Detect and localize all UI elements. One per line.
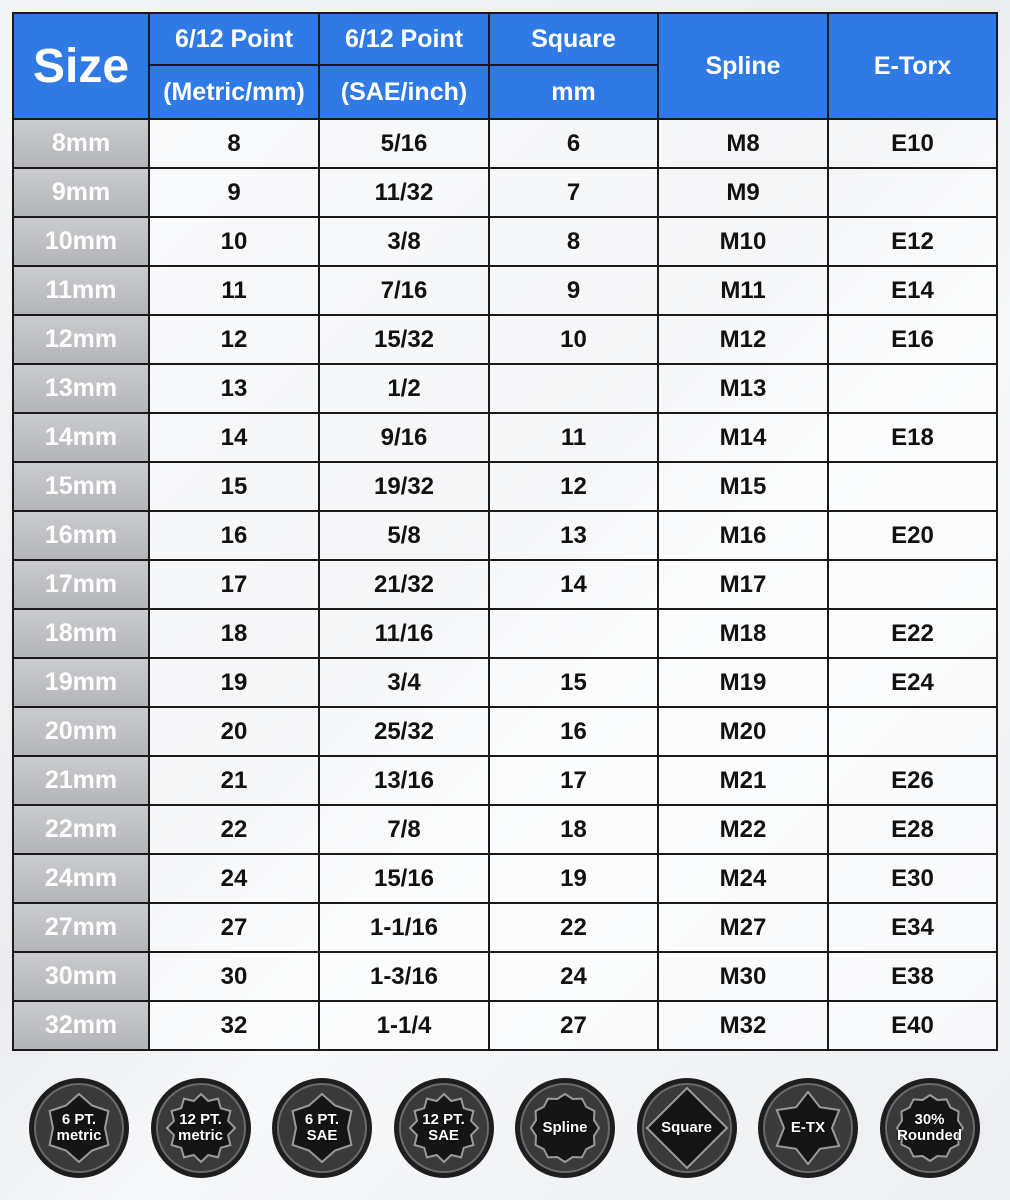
- cell-sae: 21/32: [319, 560, 489, 609]
- cell-size: 24mm: [13, 854, 149, 903]
- cell-metric: 13: [149, 364, 319, 413]
- cell-etorx: [828, 462, 997, 511]
- badge-label: [149, 1076, 253, 1180]
- cell-size: 14mm: [13, 413, 149, 462]
- cell-size: 21mm: [13, 756, 149, 805]
- header-sae-bottom: (SAE/inch): [319, 65, 489, 119]
- cell-square: 6: [489, 119, 658, 168]
- cell-spline: M32: [658, 1001, 828, 1050]
- table-row: [13, 805, 997, 854]
- badge-label: [27, 1076, 131, 1180]
- badge-label: [270, 1076, 374, 1180]
- table-row: [13, 756, 997, 805]
- socket-type-badges: [0, 1068, 1010, 1186]
- table-row: [13, 364, 997, 413]
- cell-metric: 32: [149, 1001, 319, 1050]
- cell-size: 13mm: [13, 364, 149, 413]
- badge-label-line1: 12 PT.: [179, 1111, 222, 1128]
- hex-socket-icon: [270, 1076, 374, 1180]
- cell-spline: M18: [658, 609, 828, 658]
- header-sae-top: 6/12 Point: [319, 13, 489, 65]
- badge-label-line1: 30%: [914, 1111, 945, 1128]
- cell-etorx: E24: [828, 658, 997, 707]
- cell-metric: 18: [149, 609, 319, 658]
- cell-spline: M15: [658, 462, 828, 511]
- badge-label: [635, 1076, 739, 1180]
- cell-sae: 3/4: [319, 658, 489, 707]
- cell-square: 22: [489, 903, 658, 952]
- cell-sae: 1-1/16: [319, 903, 489, 952]
- cell-sae: 13/16: [319, 756, 489, 805]
- table-row: [13, 462, 997, 511]
- header-etorx: E-Torx: [828, 13, 997, 119]
- table-row: [13, 609, 997, 658]
- table-row: [13, 658, 997, 707]
- cell-sae: 11/32: [319, 168, 489, 217]
- cell-metric: 21: [149, 756, 319, 805]
- cell-sae: 5/16: [319, 119, 489, 168]
- cell-square: 8: [489, 217, 658, 266]
- badge-label-line1: E-TX: [790, 1119, 826, 1136]
- cell-metric: 30: [149, 952, 319, 1001]
- cell-etorx: E20: [828, 511, 997, 560]
- cell-sae: 3/8: [319, 217, 489, 266]
- cell-spline: M20: [658, 707, 828, 756]
- cell-sae: 15/32: [319, 315, 489, 364]
- spline-socket-icon: [513, 1076, 617, 1180]
- badge-label: [513, 1076, 617, 1180]
- cell-square: 9: [489, 266, 658, 315]
- twelve-point-socket-icon: [149, 1076, 253, 1180]
- cell-size: 15mm: [13, 462, 149, 511]
- badge-label: [878, 1076, 982, 1180]
- cell-metric: 8: [149, 119, 319, 168]
- cell-size: 17mm: [13, 560, 149, 609]
- table-row: [13, 1001, 997, 1050]
- cell-etorx: E30: [828, 854, 997, 903]
- cell-sae: 19/32: [319, 462, 489, 511]
- cell-metric: 12: [149, 315, 319, 364]
- cell-spline: M13: [658, 364, 828, 413]
- cell-square: 17: [489, 756, 658, 805]
- cell-sae: 11/16: [319, 609, 489, 658]
- table-row: [13, 266, 997, 315]
- cell-sae: 1/2: [319, 364, 489, 413]
- cell-etorx: E22: [828, 609, 997, 658]
- badge-label-line1: 6 PT.: [304, 1111, 340, 1128]
- cell-size: 11mm: [13, 266, 149, 315]
- size-chart: [12, 12, 996, 1051]
- cell-size: 20mm: [13, 707, 149, 756]
- table-row: [13, 217, 997, 266]
- cell-metric: 10: [149, 217, 319, 266]
- cell-sae: 7/16: [319, 266, 489, 315]
- cell-square: 14: [489, 560, 658, 609]
- badge-label-line1: Spline: [542, 1119, 588, 1136]
- cell-size: 12mm: [13, 315, 149, 364]
- cell-spline: M9: [658, 168, 828, 217]
- cell-metric: 20: [149, 707, 319, 756]
- table-row: [13, 952, 997, 1001]
- cell-metric: 22: [149, 805, 319, 854]
- cell-square: [489, 609, 658, 658]
- cell-etorx: E16: [828, 315, 997, 364]
- cell-etorx: E12: [828, 217, 997, 266]
- cell-etorx: E40: [828, 1001, 997, 1050]
- hex-socket-icon: [27, 1076, 131, 1180]
- square-socket-icon: [635, 1076, 739, 1180]
- cell-sae: 1-3/16: [319, 952, 489, 1001]
- cell-sae: 25/32: [319, 707, 489, 756]
- cell-spline: M8: [658, 119, 828, 168]
- cell-spline: M12: [658, 315, 828, 364]
- cell-etorx: E34: [828, 903, 997, 952]
- header-square-top: Square: [489, 13, 658, 65]
- cell-sae: 7/8: [319, 805, 489, 854]
- cell-sae: 9/16: [319, 413, 489, 462]
- cell-square: 11: [489, 413, 658, 462]
- header-square-bottom: mm: [489, 65, 658, 119]
- cell-square: 16: [489, 707, 658, 756]
- cell-square: 13: [489, 511, 658, 560]
- table-row: [13, 707, 997, 756]
- table-row: [13, 413, 997, 462]
- table-row: [13, 560, 997, 609]
- header-size: Size: [13, 13, 149, 119]
- header-spline: Spline: [658, 13, 828, 119]
- cell-metric: 16: [149, 511, 319, 560]
- cell-size: 18mm: [13, 609, 149, 658]
- table-row: [13, 315, 997, 364]
- badge-label-line2: SAE: [306, 1127, 338, 1144]
- cell-spline: M11: [658, 266, 828, 315]
- cell-size: 30mm: [13, 952, 149, 1001]
- cell-square: 12: [489, 462, 658, 511]
- cell-spline: M17: [658, 560, 828, 609]
- cell-etorx: [828, 168, 997, 217]
- cell-sae: 15/16: [319, 854, 489, 903]
- cell-sae: 1-1/4: [319, 1001, 489, 1050]
- cell-etorx: [828, 560, 997, 609]
- cell-square: 18: [489, 805, 658, 854]
- cell-metric: 17: [149, 560, 319, 609]
- cell-etorx: E10: [828, 119, 997, 168]
- cell-metric: 19: [149, 658, 319, 707]
- etorx-socket-icon: [756, 1076, 860, 1180]
- badge-label-line2: metric: [177, 1127, 224, 1144]
- cell-metric: 14: [149, 413, 319, 462]
- cell-square: [489, 364, 658, 413]
- badge-label-line1: 12 PT.: [422, 1111, 465, 1128]
- badge-label-line2: metric: [56, 1127, 102, 1144]
- badge-label-line1: 6 PT.: [61, 1111, 97, 1128]
- cell-spline: M14: [658, 413, 828, 462]
- cell-spline: M21: [658, 756, 828, 805]
- cell-square: 19: [489, 854, 658, 903]
- table-row: [13, 903, 997, 952]
- cell-metric: 24: [149, 854, 319, 903]
- cell-etorx: [828, 364, 997, 413]
- cell-metric: 11: [149, 266, 319, 315]
- cell-metric: 9: [149, 168, 319, 217]
- cell-size: 16mm: [13, 511, 149, 560]
- table-row: [13, 854, 997, 903]
- rounded-socket-icon: [878, 1076, 982, 1180]
- badge-label: [756, 1076, 860, 1180]
- cell-spline: M24: [658, 854, 828, 903]
- cell-square: 15: [489, 658, 658, 707]
- cell-size: 8mm: [13, 119, 149, 168]
- cell-spline: M19: [658, 658, 828, 707]
- badge-label-line2: Rounded: [897, 1127, 962, 1144]
- header-metric-bottom: (Metric/mm): [149, 65, 319, 119]
- cell-spline: M30: [658, 952, 828, 1001]
- cell-etorx: E26: [828, 756, 997, 805]
- cell-spline: M10: [658, 217, 828, 266]
- cell-size: 27mm: [13, 903, 149, 952]
- cell-square: 24: [489, 952, 658, 1001]
- badge-label-line1: Square: [661, 1119, 712, 1136]
- cell-spline: M27: [658, 903, 828, 952]
- cell-square: 7: [489, 168, 658, 217]
- cell-size: 10mm: [13, 217, 149, 266]
- table-row: [13, 119, 997, 168]
- cell-etorx: [828, 707, 997, 756]
- table-row: [13, 511, 997, 560]
- cell-spline: M16: [658, 511, 828, 560]
- cell-etorx: E18: [828, 413, 997, 462]
- table-row: [13, 168, 997, 217]
- header-metric-top: 6/12 Point: [149, 13, 319, 65]
- table-body: [13, 119, 997, 1050]
- twelve-point-socket-icon: [392, 1076, 496, 1180]
- cell-etorx: E38: [828, 952, 997, 1001]
- badge-label-line2: SAE: [428, 1127, 459, 1144]
- socket-size-table: [12, 12, 998, 1051]
- cell-metric: 15: [149, 462, 319, 511]
- cell-size: 19mm: [13, 658, 149, 707]
- cell-square: 10: [489, 315, 658, 364]
- cell-size: 32mm: [13, 1001, 149, 1050]
- cell-sae: 5/8: [319, 511, 489, 560]
- cell-etorx: E14: [828, 266, 997, 315]
- cell-spline: M22: [658, 805, 828, 854]
- badge-label: [392, 1076, 496, 1180]
- cell-metric: 27: [149, 903, 319, 952]
- cell-size: 22mm: [13, 805, 149, 854]
- cell-square: 27: [489, 1001, 658, 1050]
- cell-size: 9mm: [13, 168, 149, 217]
- cell-etorx: E28: [828, 805, 997, 854]
